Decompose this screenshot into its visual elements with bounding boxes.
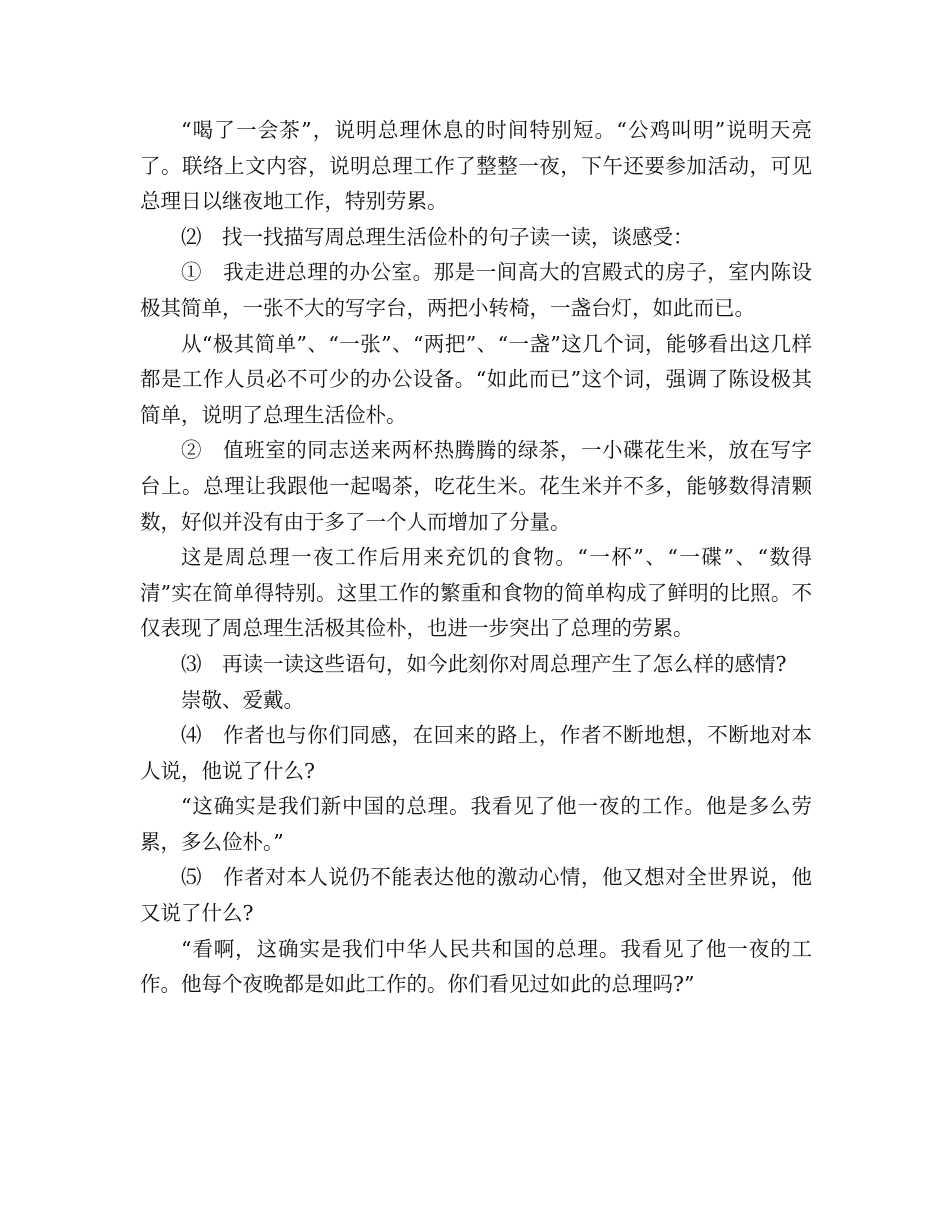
paragraph-analysis-tea: “喝了一会茶”，说明总理休息的时间特别短。“公鸡叫明”说明天亮了。联络上文内容，说明总理工作了整整一夜，下午还要参加活动，可见总理日以继夜地工作，特别劳累。 (140, 118, 812, 214)
answer-3: 崇敬、爱戴。 (181, 687, 304, 712)
quote-2-tea-peanuts: ② 值班室的同志送来两杯热腾腾的绿茶，一小碟花生米，放在写字台上。总理让我跟他一起喝茶，吃花生米。花生米并不多，能够数得清颗数，好似并没有由于多了一个人而增加了分量。 (140, 438, 812, 534)
question-2: ⑵ 找一找描写周总理生活俭朴的句子读一读，谈感受： (181, 224, 694, 249)
paragraph-analysis-food: 这是周总理一夜工作后用来充饥的食物。“一杯”、“一碟”、“数得清”实在简单得特别。这里工作的繁重和食物的简单构成了鲜明的比照。不仅表现了周总理生活极其俭朴，也进一步突出了总理的劳累。 (140, 545, 812, 641)
paragraph-analysis-office: 从“极其简单”、“一张”、“两把”、“一盏”这几个词，能够看出这几样都是工作人员必不可少的办公设备。“如此而已”这个词，强调了陈设极其简单，说明了总理生活俭朴。 (140, 331, 812, 427)
quote-1-office: ① 我走进总理的办公室。那是一间高大的宫殿式的房子，室内陈设极其简单，一张不大的写字台，两把小转椅，一盏台灯，如此而已。 (140, 260, 812, 320)
question-3: ⑶ 再读一读这些语句，如今此刻你对周总理产生了怎么样的感情? (181, 651, 787, 676)
answer-5: “看啊，这确实是我们中华人民共和国的总理。我看见了他一夜的工作。他每个夜晚都是如此工作的。你们看见过如此的总理吗?” (140, 936, 812, 997)
question-4: ⑷ 作者也与你们同感，在回来的路上，作者不断地想，不断地对本人说，他说了什么? (140, 723, 812, 783)
document-body (140, 113, 812, 1003)
question-5: ⑸ 作者对本人说仍不能表达他的激动心情，他又想对全世界说，他又说了什么? (140, 865, 812, 926)
answer-4: “这确实是我们新中国的总理。我看见了他一夜的工作。他是多么劳累，多么俭朴。” (140, 794, 812, 854)
